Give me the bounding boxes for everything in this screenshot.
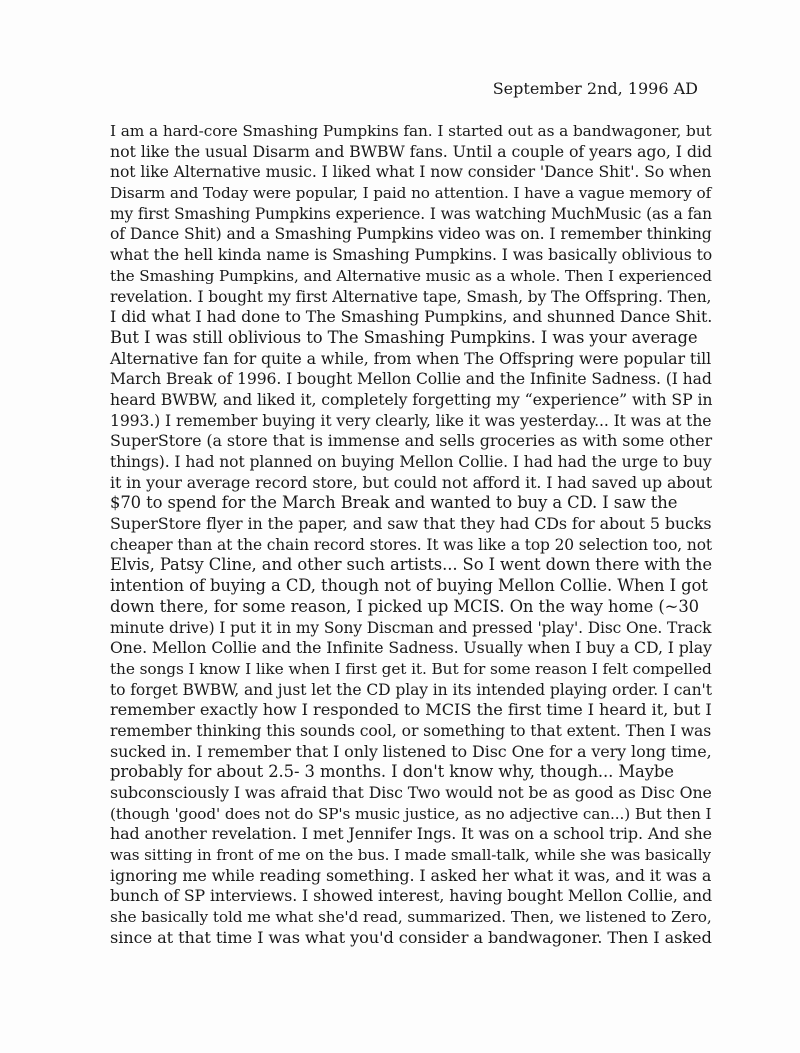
text-line: 1993.) I remember buying it very clearly, like it was yesterday... It was at the: [110, 411, 712, 430]
text-line: sucked in. I remember that I only listened to Disc One for a very long time,: [110, 741, 712, 761]
text-line: remember exactly how I responded to MCIS the first time I heard it, but I: [110, 700, 712, 720]
text-line: ignoring me while reading something. I asked her what it was, and it was a: [110, 865, 712, 885]
text-line: she basically told me what she'd read, summarized. Then, we listened to Zero,: [110, 908, 712, 927]
text-line: But I was still oblivious to The Smashing Pumpkins. I was your average: [110, 327, 698, 347]
text-line: it in your average record store, but could not afford it. I had saved up about: [110, 472, 713, 492]
text-line: had another revelation. I met Jennifer Ings. It was on a school trip. And she: [110, 824, 712, 844]
text-line: $70 to spend for the March Break and wanted to buy a CD. I saw the: [110, 493, 678, 513]
text-line: SuperStore flyer in the paper, and saw that they had CDs for about 5 bucks: [110, 514, 712, 534]
text-line: (though 'good' does not do SP's music justice, as no adjective can...) But then I: [110, 804, 712, 823]
text-line: minute drive) I put it in my Sony Discman and pressed 'play'. Disc One. Track: [110, 618, 712, 637]
text-line: what the hell kinda name is Smashing Pumpkins. I was basically oblivious to: [110, 245, 713, 265]
text-line: the songs I know I like when I first get it. But for some reason I felt compelled: [110, 659, 712, 678]
text-line: SuperStore (a store that is immense and sells groceries as with some other: [110, 431, 712, 451]
text-line: heard BWBW, and liked it, completely forgetting my “experience” with SP in: [110, 389, 713, 409]
text-line: not like the usual Disarm and BWBW fans. Until a couple of years ago, I did: [110, 141, 712, 161]
text-line: Disarm and Today were popular, I paid no attention. I have a vague memory of: [110, 184, 712, 203]
text-line: I did what I had done to The Smashing Pumpkins, and shunned Dance Shit.: [110, 307, 713, 327]
text-line: things). I had not planned on buying Mellon Collie. I had had the urge to buy: [110, 453, 712, 471]
text-line: intention of buying a CD, though not of buying Mellon Collie. When I got: [110, 576, 708, 596]
document-body: [110, 121, 713, 949]
text-line: Alternative fan for quite a while, from when The Offspring were popular till: [110, 348, 712, 368]
text-line: the Smashing Pumpkins, and Alternative music as a whole. Then I experienced: [110, 266, 712, 285]
text-line: since at that time I was what you'd consider a bandwagoner. Then I asked: [110, 927, 712, 947]
text-line: to forget BWBW, and just let the CD play in its intended playing order. I can't: [110, 680, 712, 699]
text-line: down there, for some reason, I picked up MCIS. On the way home (~30: [110, 596, 699, 616]
document-date: September 2nd, 1996 AD: [492, 79, 698, 98]
text-line: of Dance Shit) and a Smashing Pumpkins video was on. I remember thinking: [110, 225, 712, 244]
text-line: not like Alternative music. I liked what I now consider 'Dance Shit'. So when: [110, 162, 712, 182]
text-line: my first Smashing Pumpkins experience. I was watching MuchMusic (as a fan: [110, 204, 712, 223]
text-line: subconsciously I was afraid that Disc Two would not be as good as Disc One: [110, 783, 712, 802]
text-line: was sitting in front of me on the bus. I made small-talk, while she was basically: [110, 846, 711, 865]
text-line: revelation. I bought my first Alternative tape, Smash, by The Offspring. Then,: [110, 287, 712, 306]
text-line: March Break of 1996. I bought Mellon Collie and the Infinite Sadness. (I had: [110, 370, 712, 389]
text-line: Elvis, Patsy Cline, and other such artists... So I went down there with the: [110, 555, 712, 575]
text-line: probably for about 2.5- 3 months. I don't know why, though... Maybe: [110, 762, 674, 782]
text-line: remember thinking this sounds cool, or something to that extent. Then I was: [110, 721, 712, 740]
text-line: One. Mellon Collie and the Infinite Sadness. Usually when I buy a CD, I play: [110, 638, 712, 658]
text-line: bunch of SP interviews. I showed interest, having bought Mellon Collie, and: [110, 886, 713, 906]
text-line: cheaper than at the chain record stores. It was like a top 20 selection too, not: [110, 535, 712, 554]
text-line: I am a hard-core Smashing Pumpkins fan. I started out as a bandwagoner, but: [110, 122, 712, 140]
